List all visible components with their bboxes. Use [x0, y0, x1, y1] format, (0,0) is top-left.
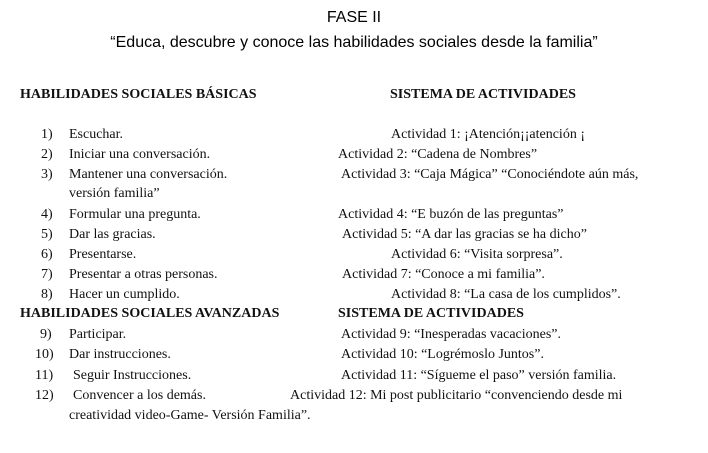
- list-number: 7): [41, 267, 53, 282]
- list-number: 1): [41, 127, 53, 142]
- phase-title: FASE II: [326, 9, 382, 26]
- list-number: 6): [41, 247, 53, 262]
- skill-item: Convencer a los demás.: [73, 388, 206, 403]
- document-subtitle: “Educa, descubre y conoce las habilidades sociales desde la familia”: [110, 34, 598, 51]
- activity-item: Actividad 10: “Logrémoslo Juntos”.: [341, 347, 544, 362]
- activity-item: Actividad 11: “Sígueme el paso” versión familia.: [341, 368, 617, 383]
- activity-item: Actividad 3: “Caja Mágica” “Conociéndote aún más,: [341, 167, 639, 182]
- skill-item: Dar las gracias.: [69, 227, 156, 242]
- skill-item-continuation: versión familia”: [69, 186, 160, 201]
- skill-item: Dar instrucciones.: [69, 347, 171, 362]
- list-number: 2): [41, 147, 53, 162]
- list-number: 12): [35, 388, 54, 403]
- activity-item: Actividad 12: Mi post publicitario “convenciendo desde mi: [290, 388, 623, 403]
- advanced-skills-heading: HABILIDADES SOCIALES AVANZADAS: [20, 306, 280, 321]
- activities-heading-1: SISTEMA DE ACTIVIDADES: [390, 87, 576, 102]
- skill-item: Escuchar.: [69, 127, 124, 142]
- list-number: 3): [41, 167, 53, 182]
- list-number: 10): [35, 347, 54, 362]
- list-number: 5): [41, 227, 53, 242]
- basic-skills-heading: HABILIDADES SOCIALES BÁSICAS: [20, 87, 257, 102]
- skill-item: Participar.: [69, 327, 127, 342]
- list-number: 4): [41, 207, 53, 222]
- activity-item: Actividad 7: “Conoce a mi familia”.: [342, 267, 545, 282]
- skill-item: Seguir Instrucciones.: [73, 368, 192, 383]
- activity-item: Actividad 2: “Cadena de Nombres”: [338, 147, 538, 162]
- activity-item: Actividad 8: “La casa de los cumplidos”.: [391, 287, 621, 302]
- list-number: 11): [35, 368, 54, 383]
- skill-item: Hacer un cumplido.: [69, 287, 180, 302]
- activity-item: Actividad 9: “Inesperadas vacaciones”.: [341, 327, 562, 342]
- skill-item: Iniciar una conversación.: [69, 147, 211, 162]
- list-number: 9): [40, 327, 52, 342]
- skill-item: Presentarse.: [69, 247, 137, 262]
- activity-item: Actividad 5: “A dar las gracias se ha dicho”: [342, 227, 587, 242]
- activity-item: Actividad 6: “Visita sorpresa”.: [391, 247, 563, 262]
- activity-item-continuation: creatividad video-Game- Versión Familia”.: [69, 408, 311, 423]
- skill-item: Formular una pregunta.: [69, 207, 201, 222]
- list-number: 8): [41, 287, 53, 302]
- activities-heading-2: SISTEMA DE ACTIVIDADES: [338, 306, 524, 321]
- activity-item: Actividad 1: ¡Atención¡¡atención ¡: [391, 127, 585, 142]
- skill-item: Presentar a otras personas.: [69, 267, 218, 282]
- activity-item: Actividad 4: “E buzón de las preguntas”: [338, 207, 564, 222]
- skill-item: Mantener una conversación.: [69, 167, 228, 182]
